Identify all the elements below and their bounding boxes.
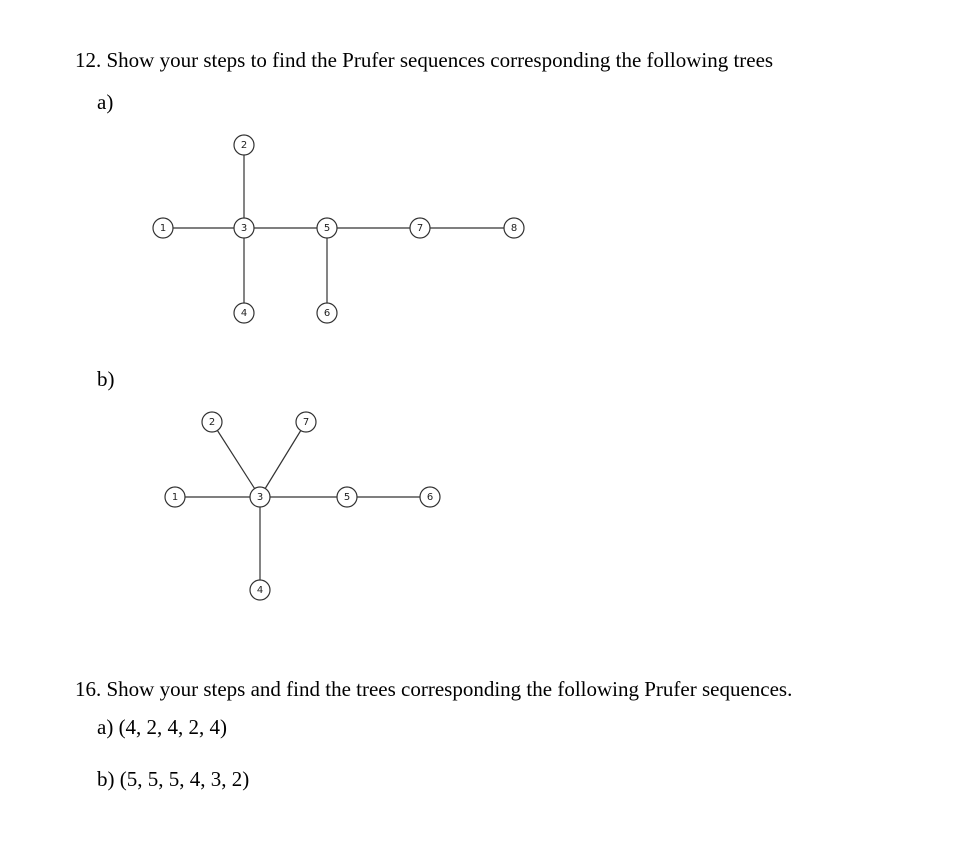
tree-b-node-label: 2 [208, 417, 216, 428]
tree-a-node-label: 1 [159, 223, 167, 234]
question-16-title: 16. Show your steps and find the trees corresponding the following Prufer sequences. [75, 677, 793, 701]
tree-b-node-label: 5 [343, 492, 351, 503]
tree-b-node-5 [337, 487, 357, 507]
tree-b-edge-7-3 [260, 422, 306, 497]
tree-a-node-label: 4 [240, 308, 248, 319]
tree-b-node-1 [165, 487, 185, 507]
tree-b-node-label: 3 [256, 492, 264, 503]
tree-b-node-label: 1 [171, 492, 179, 503]
tree-b-node-label: 7 [302, 417, 310, 428]
tree-a-node-label: 6 [323, 308, 331, 319]
prufer-sequence-a: a) (4, 2, 4, 2, 4) [97, 715, 228, 739]
tree-a-node-label: 5 [323, 223, 331, 234]
tree-b-node-6 [420, 487, 440, 507]
tree-b-node-3 [250, 487, 270, 507]
tree-b-node-label: 4 [256, 585, 264, 596]
question-12-title: 12. Show your steps to find the Prufer sequences corresponding the following trees [75, 48, 774, 72]
tree-b-node-2 [202, 412, 222, 432]
tree-a-node-label: 8 [510, 223, 518, 234]
part-a-label: a) [97, 90, 114, 114]
tree-b-node-7 [296, 412, 316, 432]
prufer-sequence-b: b) (5, 5, 5, 4, 3, 2) [97, 767, 250, 791]
tree-a-node-label: 3 [240, 223, 248, 234]
tree-b-node-label: 6 [426, 492, 434, 503]
part-b-label: b) [97, 367, 115, 391]
tree-a-node-label: 2 [240, 140, 248, 151]
tree-a-node-label: 7 [416, 223, 424, 234]
tree-b-edge-2-3 [212, 422, 260, 497]
tree-b-node-4 [250, 580, 270, 600]
